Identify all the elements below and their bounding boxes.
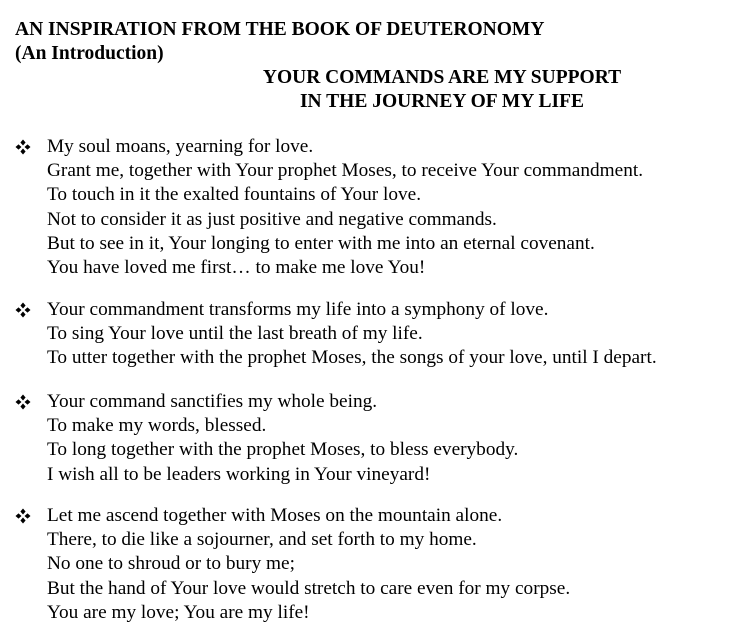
document-title: AN INSPIRATION FROM THE BOOK OF DEUTERONOMY [15,19,545,40]
stanza-line: To sing Your love until the last breath of my life. [47,323,423,345]
stanza-line: You are my love; You are my life! [47,601,310,623]
stanza-line: To make my words, blessed. [47,415,267,437]
stanza-line: To utter together with the prophet Moses, the songs of your love, until I depart. [47,347,657,369]
stanza [15,135,745,280]
stanza-line: There, to die like a sojourner, and set forth to my home. [47,529,477,551]
stanza-line: My soul moans, yearning for love. [47,136,314,157]
document-heading [15,18,735,114]
four-diamond-bullet-icon [15,298,39,322]
stanza-line: Grant me, together with Your prophet Moses, to receive Your commandment. [47,160,644,182]
stanza-line: I wish all to be leaders working in Your vineyard! [47,463,431,485]
stanza [15,298,745,371]
stanza-line: Your command sanctifies my whole being. [47,391,378,412]
stanza-line: You have loved me first… to make me love You! [47,257,426,279]
stanza-line: Let me ascend together with Moses on the mountain alone. [47,505,503,526]
stanza-line: No one to shroud or to bury me; [47,553,295,575]
stanza-line: But the hand of Your love would stretch to care even for my corpse. [47,577,571,599]
stanza-line: But to see in it, Your longing to enter with me into an eternal covenant. [47,232,595,254]
stanza-line: Your commandment transforms my life into a symphony of love. [47,299,549,320]
theme-line-1: YOUR COMMANDS ARE MY SUPPORT [262,67,622,88]
stanza-line: To long together with the prophet Moses, to bless everybody. [47,439,519,461]
four-diamond-bullet-icon [15,504,39,528]
theme-line-2: IN THE JOURNEY OF MY LIFE [299,91,585,112]
four-diamond-bullet-icon [15,390,39,414]
stanza [15,504,745,625]
stanza [15,390,745,487]
stanza-line: Not to consider it as just positive and negative commands. [47,208,497,230]
document-subtitle: (An Introduction) [15,43,164,64]
four-diamond-bullet-icon [15,135,39,159]
stanza-line: To touch in it the exalted fountains of Your love. [47,184,422,206]
